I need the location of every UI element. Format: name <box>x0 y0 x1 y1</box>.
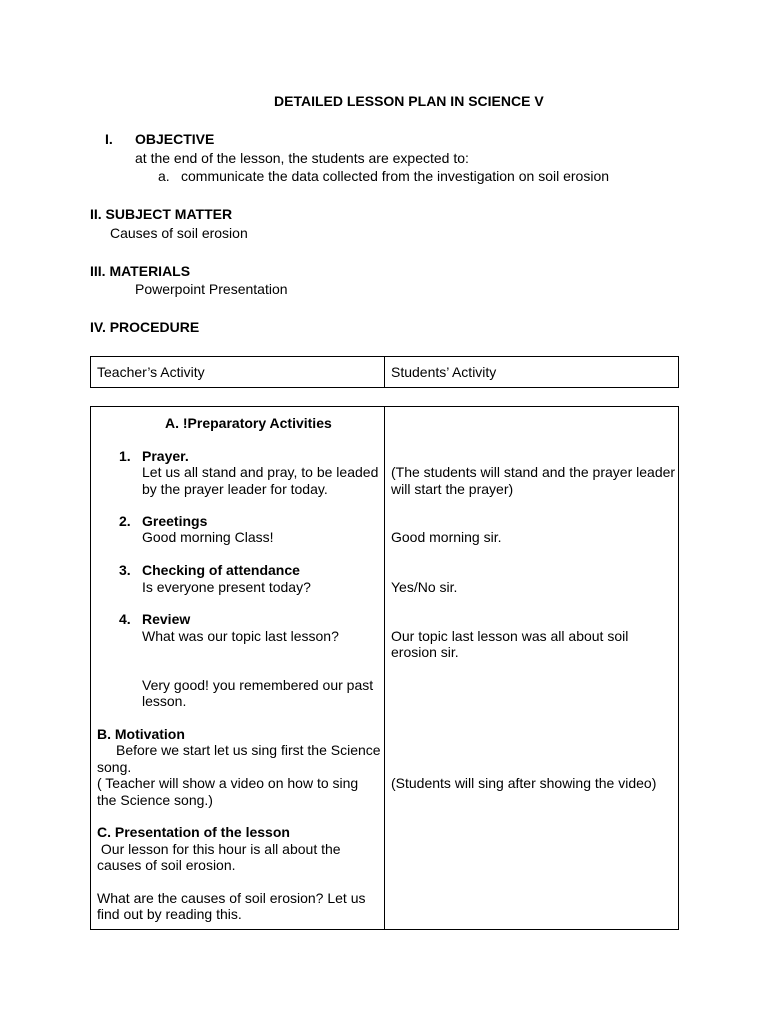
motivation-line-2: song. <box>97 759 132 775</box>
presentation-line-1: Our lesson for this hour is all about the <box>97 841 341 857</box>
procedure-heading: IV. PROCEDURE <box>90 319 200 335</box>
review-line-1: What was our topic last lesson? <box>142 628 339 644</box>
motivation-line-1: Before we start let us sing first the Science <box>116 742 381 758</box>
prayer-title: Prayer. <box>142 448 189 464</box>
materials-heading: III. MATERIALS <box>90 263 191 279</box>
prayer-number: 1. <box>119 448 131 464</box>
prayer-line-2: by the prayer leader for today. <box>142 481 328 497</box>
presentation-line-4: find out by reading this. <box>97 906 242 922</box>
greetings-title: Greetings <box>142 513 208 529</box>
materials-text: Powerpoint Presentation <box>135 281 288 297</box>
attendance-student-line-1: Yes/No sir. <box>391 579 458 595</box>
motivation-line-4: the Science song.) <box>97 792 213 808</box>
greetings-student-line-1: Good morning sir. <box>391 529 502 545</box>
motivation-line-3: ( Teacher will show a video on how to sing <box>97 775 359 791</box>
review-number: 4. <box>119 611 131 627</box>
presentation-title: C. Presentation of the lesson <box>97 824 290 840</box>
document-title: DETAILED LESSON PLAN IN SCIENCE V <box>274 93 544 109</box>
activity-column-divider <box>384 407 385 929</box>
attendance-line-1: Is everyone present today? <box>142 579 311 595</box>
objective-heading: OBJECTIVE <box>135 131 215 147</box>
activity-table <box>90 406 679 930</box>
header-column-divider <box>384 357 385 387</box>
greetings-line-1: Good morning Class! <box>142 529 274 545</box>
review-student-line-1: Our topic last lesson was all about soil <box>391 628 629 644</box>
prayer-student-line-2: will start the prayer) <box>391 481 514 497</box>
objective-numeral: I. <box>105 131 113 147</box>
presentation-line-3: What are the causes of soil erosion? Let us <box>97 890 366 906</box>
review-title: Review <box>142 611 191 627</box>
students-activity-header: Students’ Activity <box>391 364 497 380</box>
prayer-student-line-1: (The students will stand and the prayer leader <box>391 464 676 480</box>
objective-item-text: communicate the data collected from the investigation on soil erosion <box>181 168 610 184</box>
motivation-title: B. Motivation <box>97 726 185 742</box>
review-student-line-2: erosion sir. <box>391 644 459 660</box>
subject-matter-text: Causes of soil erosion <box>110 225 248 241</box>
greetings-number: 2. <box>119 513 131 529</box>
objective-intro: at the end of the lesson, the students are expected to: <box>135 150 469 166</box>
attendance-title: Checking of attendance <box>142 562 300 578</box>
presentation-line-2: causes of soil erosion. <box>97 857 236 873</box>
subject-matter-heading: II. SUBJECT MATTER <box>90 206 233 222</box>
review-line-4: lesson. <box>142 693 187 709</box>
objective-item-marker: a. <box>158 168 170 184</box>
section-a-heading: A. !Preparatory Activities <box>165 415 332 431</box>
teacher-activity-header: Teacher’s Activity <box>97 364 205 380</box>
attendance-number: 3. <box>119 562 131 578</box>
prayer-line-1: Let us all stand and pray, to be leaded <box>142 464 379 480</box>
motivation-student-line-1: (Students will sing after showing the video) <box>391 775 657 791</box>
activity-header-table <box>90 356 679 388</box>
review-line-3: Very good! you remembered our past <box>142 677 374 693</box>
